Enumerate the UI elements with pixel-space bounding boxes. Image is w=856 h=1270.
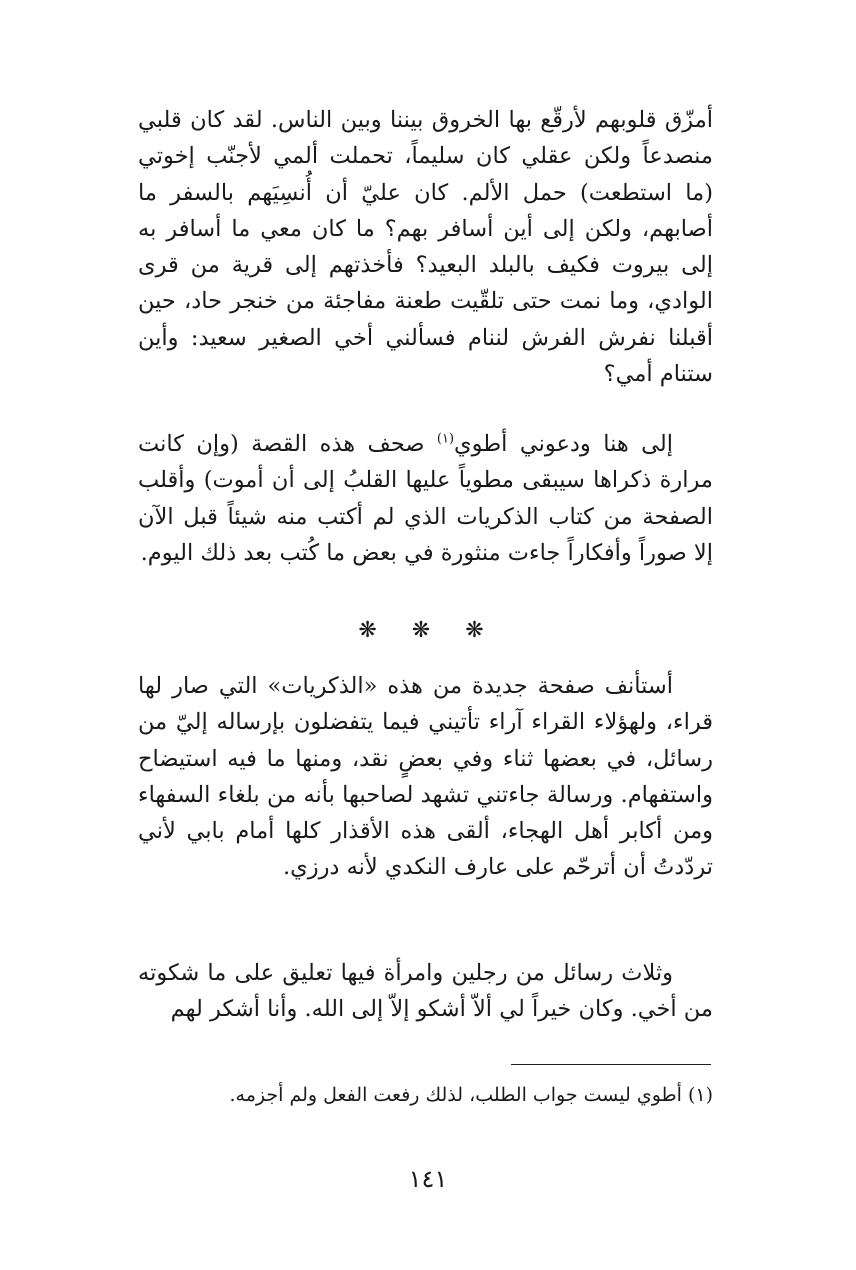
paragraph-2 (138, 426, 713, 571)
paragraph-4-text: وثلاث رسائل من رجلين وامرأة فيها تعليق على ما شكوته من أخي. وكان خيراً لي ألاّ أشكو إلاّ إلى الله. وأنا أشكر لهم (138, 960, 713, 1023)
paragraph-3 (138, 668, 713, 886)
paragraph-4 (138, 955, 713, 1028)
paragraph-2-text (138, 426, 713, 571)
paragraph-3-text: أستأنف صفحة جديدة من هذه «الذكريات» التي صار لها قراء، ولهؤلاء القراء آراء تأتيني فيما يتفضلون بإرساله إليّ من رسائل، في بعضها ثناء وفي بعضٍ نقد، ومنها ما فيه استيضاح واستفهام. ورسالة جاءتني تشهد لصاحبها بأنه من بلغاء السفهاء ومن أكابر أهل الهجاء، ألقى هذه الأقذار كلها أمام بابي لأني تردّدتُ أن أترحّم على عارف النكدي لأنه درزي. (138, 673, 713, 881)
paragraph-1 (138, 102, 713, 392)
footnote-divider (511, 1064, 711, 1065)
paragraph-2-start: إلى هنا ودعوني أطوي (454, 431, 673, 457)
section-separator: ❋ ❋ ❋ (358, 618, 498, 643)
paragraph-1-text: أمزّق قلوبهم لأرقّع بها الخروق بيننا وبين الناس. لقد كان قلبي منصدعاً ولكن عقلي كان سليماً، تحملت ألمي لأجنّب إخوتي (ما استطعت) حمل الألم. كان عليّ أن أُنسِيَهم بالسفر ما أصابهم، ولكن إلى أين أسافر بهم؟ ما كان معي ما أسافر به إلى بيروت فكيف بالبلد البعيد؟ فأخذتهم إلى قرية من قرى الوادي، وما نمت حتى تلقّيت طعنة مفاجئة من خنجر حاد، حين أقبلنا نفرش الفرش لننام فسألني أخي الصغير سعيد: وأين ستنام أمي؟ (138, 107, 713, 388)
paragraph-2-rest: صحف هذه القصة (وإن كانت مرارة ذكراها سيبقى مطوياً عليها القلبُ إلى أن أموت) وأقلب الصفحة من كتاب الذكريات الذي لم أكتب منه شيئاً قبل الآن إلا صوراً وأفكاراً جاءت منثورة في بعض ما كُتب بعد ذلك اليوم. (138, 431, 713, 566)
page-number: ١٤١ (408, 1165, 448, 1193)
footnote: (١) أطوي ليست جواب الطلب، لذلك رفعت الفعل ولم أجزمه. (229, 1084, 713, 1106)
footnote-marker[interactable]: (١) (436, 431, 455, 447)
